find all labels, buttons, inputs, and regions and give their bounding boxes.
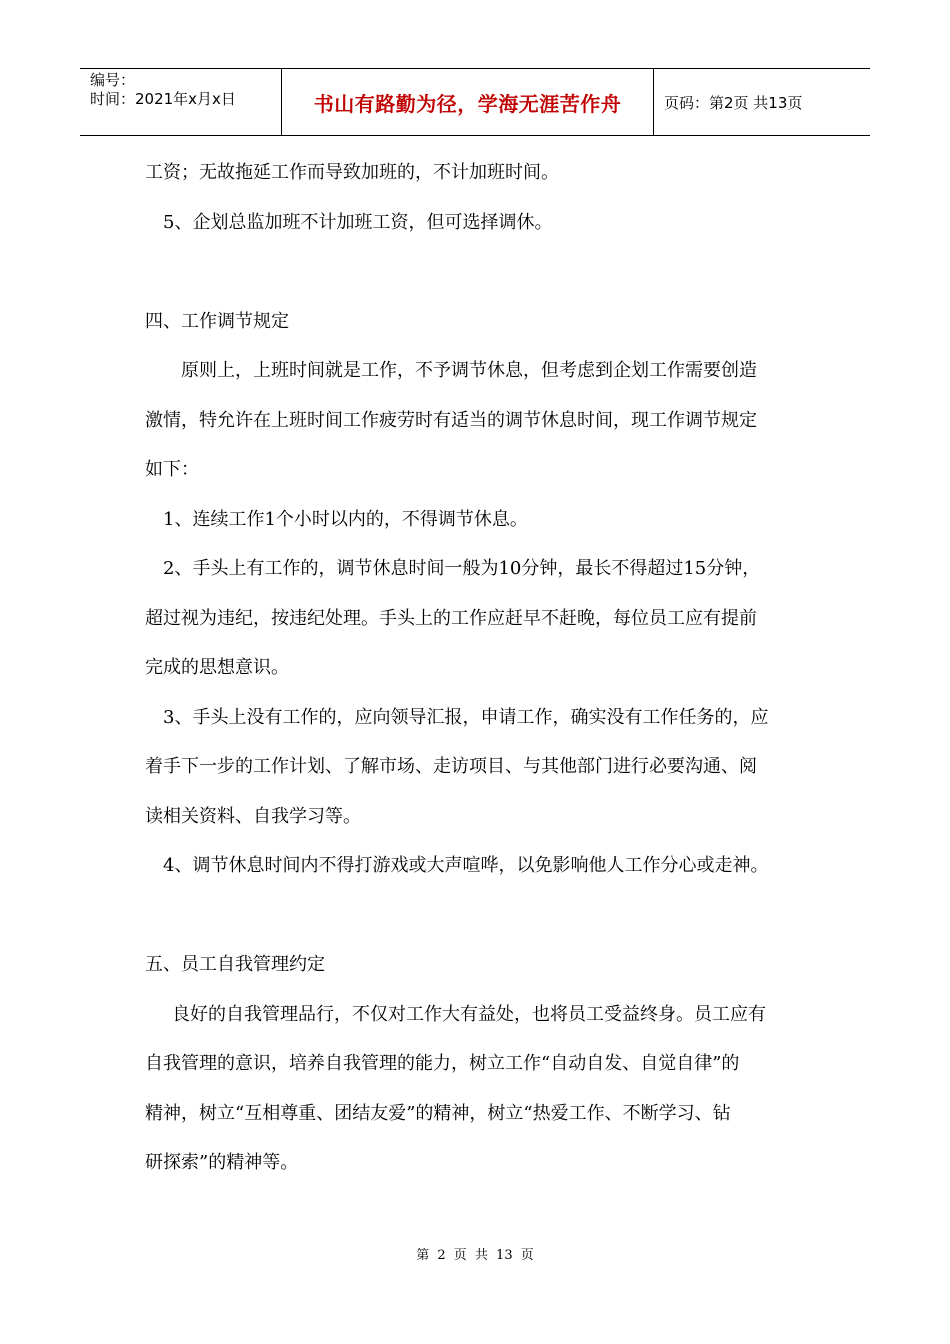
paragraph-line: 良好的自我管理品行，不仅对工作大有益处，也将员工受益终身。员工应有 — [172, 1003, 766, 1025]
number-label: 编号： — [90, 71, 136, 89]
paragraph-line: 着手下一步的工作计划、了解市场、走访项目、与其他部门进行必要沟通、阅 — [145, 756, 757, 777]
document-header — [80, 68, 870, 136]
time-label: 时间：2021年x月x日 — [90, 90, 236, 108]
list-item: 1、连续工作1个小时以内的，不得调节休息。 — [163, 508, 528, 530]
section-heading: 五、员工自我管理约定 — [145, 954, 325, 975]
paragraph-line: 超过视为违纪，按违纪处理。手头上的工作应赶早不赶晚，每位员工应有提前 — [145, 607, 757, 629]
body-line: 工资；无故拖延工作而导致加班的，不计加班时间。 — [145, 162, 559, 183]
document-body — [145, 148, 810, 1188]
paragraph-line: 精神，树立“互相尊重、团结友爱”的精神，树立“热爱工作、不断学习、钻 — [145, 1102, 731, 1124]
paragraph-line: 完成的思想意识。 — [145, 657, 289, 678]
section-heading: 四、工作调节规定 — [145, 310, 289, 332]
header-motto: 书山有路勤为径，学海无涯苦作舟 — [282, 69, 654, 135]
paragraph-line: 激情，特允许在上班时间工作疲劳时有适当的调节休息时间，现工作调节规定 — [145, 409, 757, 431]
page-footer: 第 2 页 共 13 页 — [416, 1248, 534, 1263]
paragraph-line: 原则上，上班时间就是工作，不予调节休息，但考虑到企划工作需要创造 — [181, 360, 757, 381]
paragraph-line: 自我管理的意识，培养自我管理的能力，树立工作“自动自发、自觉自律”的 — [145, 1053, 740, 1074]
list-item: 3、手头上没有工作的，应向领导汇报，申请工作，确实没有工作任务的，应 — [163, 706, 769, 728]
paragraph-line: 如下： — [145, 459, 199, 480]
header-meta-cell — [80, 69, 282, 135]
header-page-number: 页码：第2页 共13页 — [664, 93, 803, 112]
list-item: 5、企划总监加班不计加班工资，但可选择调休。 — [163, 211, 553, 233]
list-item: 4、调节休息时间内不得打游戏或大声喧哗，以免影响他人工作分心或走神。 — [163, 855, 769, 876]
paragraph-line: 研探索”的精神等。 — [145, 1152, 299, 1173]
paragraph-line: 读相关资料、自我学习等。 — [145, 805, 361, 827]
list-item: 2、手头上有工作的，调节休息时间一般为10分钟，最长不得超过15分钟， — [163, 558, 761, 579]
